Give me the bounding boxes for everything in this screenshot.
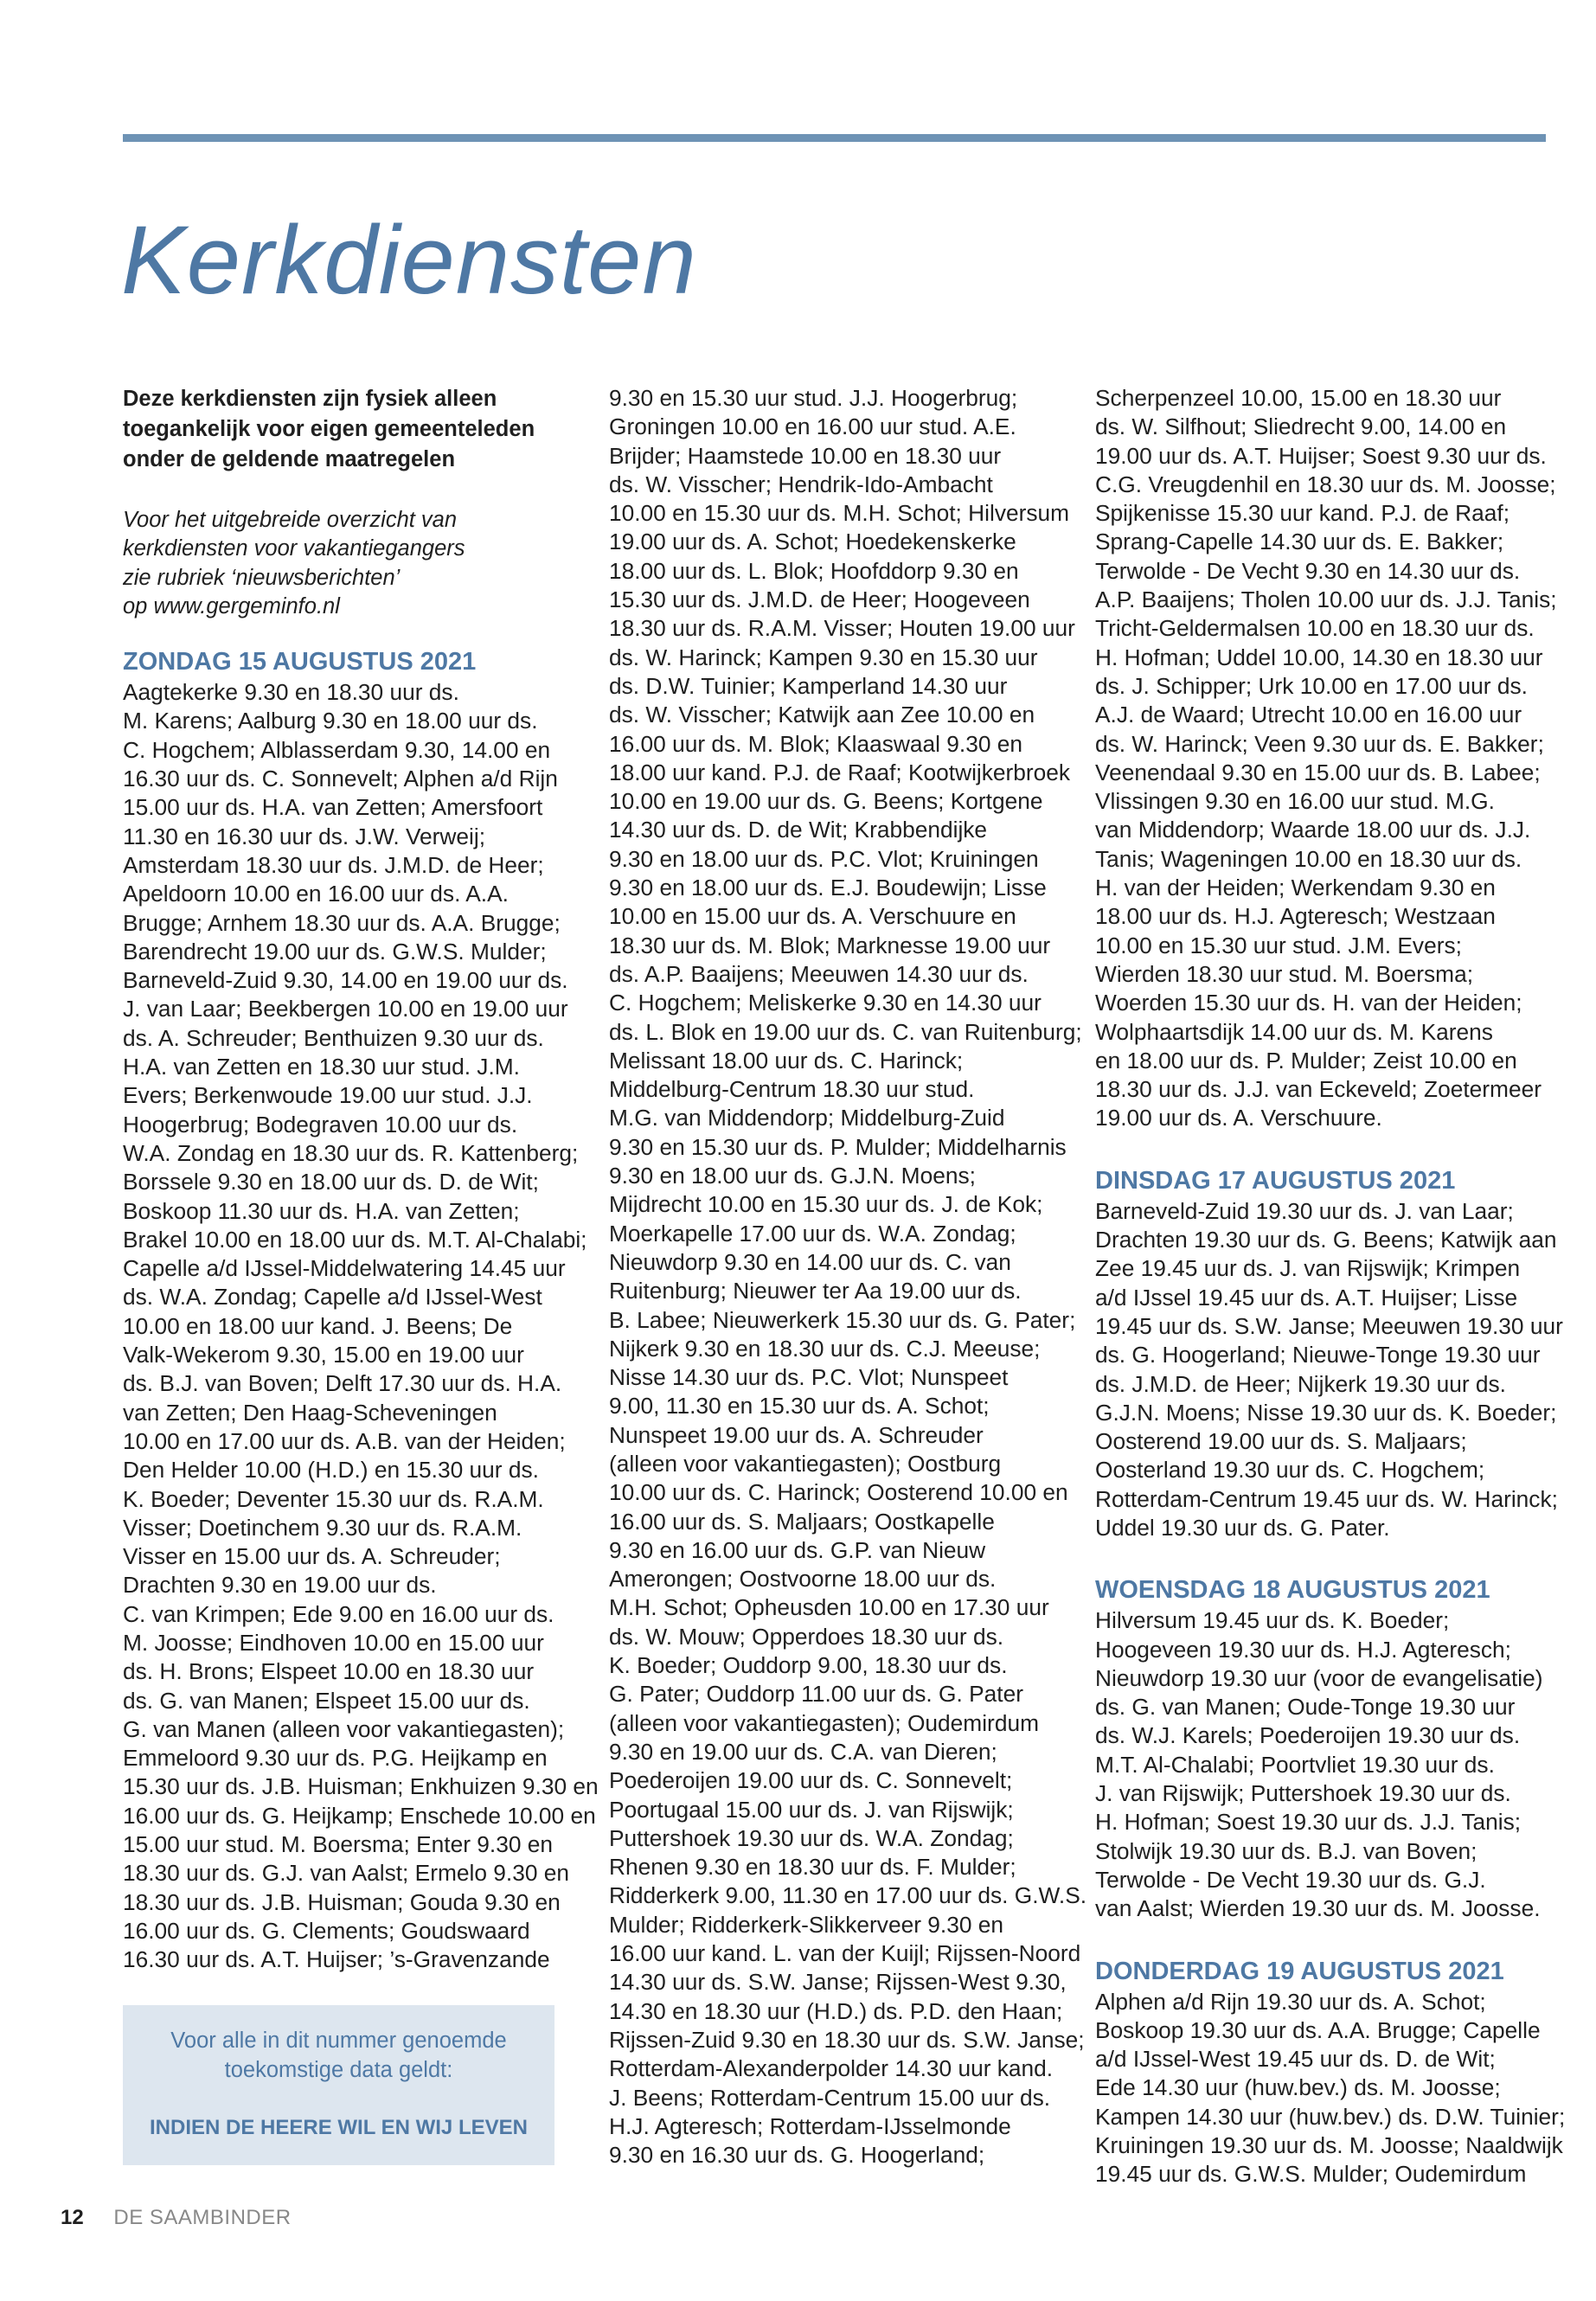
intro-italic-line: Voor het uitgebreide overzicht van: [123, 508, 458, 532]
day-heading-thursday: DONDERDAG 19 AUGUSTUS 2021: [1095, 1957, 1504, 1985]
service-line: Emmeloord 9.30 uur ds. P.G. Heijkamp en: [123, 1745, 548, 1772]
service-line: K. Boeder; Deventer 15.30 uur ds. R.A.M.: [123, 1485, 544, 1512]
service-line: ds. A.P. Baaijens; Meeuwen 14.30 uur ds.: [609, 960, 1029, 987]
service-line: H.J. Agteresch; Rotterdam-IJsselmonde: [609, 2112, 1011, 2139]
service-line: G. Pater; Ouddorp 11.00 uur ds. G. Pater: [609, 1681, 1023, 1708]
tuesday-services: [1095, 1197, 1563, 1543]
service-line: Wolphaartsdijk 14.00 uur ds. M. Karens: [1095, 1018, 1493, 1045]
service-line: 16.00 uur ds. G. Clements; Goudswaard: [123, 1917, 530, 1944]
service-line: A.J. de Waard; Utrecht 10.00 en 16.00 uur: [1095, 702, 1522, 728]
service-line: 10.00 en 15.30 uur stud. J.M. Evers;: [1095, 932, 1462, 958]
service-line: M.H. Schot; Opheusden 10.00 en 17.30 uur: [609, 1594, 1049, 1621]
service-line: H. Hofman; Uddel 10.00, 14.30 en 18.30 uur: [1095, 644, 1543, 670]
service-line: Tricht-Geldermalsen 10.00 en 18.30 uur ds.: [1095, 615, 1535, 642]
notice-line: Voor alle in dit nummer genoemde: [170, 2029, 507, 2053]
service-line: Borssele 9.30 en 18.00 uur ds. D. de Wit;: [123, 1169, 539, 1195]
service-line: Terwolde - De Vecht 9.30 en 14.30 uur ds.: [1095, 557, 1521, 584]
sunday-services-part-3: [1095, 384, 1557, 1133]
day-heading-sunday: ZONDAG 15 AUGUSTUS 2021: [123, 648, 477, 676]
service-line: Boskoop 19.30 uur ds. A.A. Brugge; Capelle: [1095, 2016, 1541, 2043]
service-line: H. Hofman; Soest 19.30 uur ds. J.J. Tanis;: [1095, 1809, 1522, 1836]
service-line: Brijder; Haamstede 10.00 en 18.30 uur: [609, 442, 1002, 469]
service-line: Terwolde - De Vecht 19.30 uur ds. G.J.: [1095, 1866, 1486, 1893]
service-line: Kampen 14.30 uur (huw.bev.) ds. D.W. Tuinier;: [1095, 2103, 1566, 2130]
service-line: Drachten 9.30 en 19.00 uur ds.: [123, 1572, 437, 1599]
service-line: B. Labee; Nieuwerkerk 15.30 uur ds. G. Pater;: [609, 1306, 1076, 1333]
service-line: ds. W. Harinck; Veen 9.30 uur ds. E. Bakker;: [1095, 730, 1544, 757]
service-line: Apeldoorn 10.00 en 16.00 uur ds. A.A.: [123, 881, 509, 907]
service-line: 10.00 en 15.00 uur ds. A. Verschuure en: [609, 903, 1016, 930]
service-line: Nunspeet 19.00 uur ds. A. Schreuder: [609, 1421, 984, 1448]
notice-line: toekomstige data geldt:: [224, 2058, 453, 2082]
service-line: 9.30 en 18.00 uur ds. E.J. Boudewijn; Lisse: [609, 875, 1047, 901]
service-line: Mulder; Ridderkerk-Slikkerveer 9.30 en: [609, 1911, 1003, 1938]
service-line: ds. W.J. Karels; Poederoijen 19.30 uur ds.: [1095, 1722, 1521, 1749]
service-line: (alleen voor vakantiegasten); Oostburg: [609, 1450, 1002, 1477]
service-line: 18.30 uur ds. M. Blok; Marknesse 19.00 uur: [609, 932, 1051, 958]
service-line: Rhenen 9.30 en 18.30 uur ds. F. Mulder;: [609, 1854, 1016, 1881]
column-3: [1095, 384, 1566, 2189]
service-line: ds. L. Blok en 19.00 uur ds. C. van Ruitenburg;: [609, 1018, 1082, 1045]
service-line: Spijkenisse 15.30 uur kand. P.J. de Raaf;: [1095, 500, 1510, 527]
service-line: 9.30 en 19.00 uur ds. C.A. van Dieren;: [609, 1738, 997, 1765]
service-line: 19.00 uur ds. A.T. Huijser; Soest 9.30 uur ds.: [1095, 442, 1547, 469]
intro-bold: [123, 384, 564, 475]
service-line: M. Joosse; Eindhoven 10.00 en 15.00 uur: [123, 1629, 544, 1656]
service-line: a/d IJssel 19.45 uur ds. A.T. Huijser; Lisse: [1095, 1284, 1518, 1311]
service-line: Hoogerbrug; Bodegraven 10.00 uur ds.: [123, 1111, 518, 1138]
page-title: Kerkdiensten: [121, 206, 697, 314]
service-line: ds. W. Visscher; Katwijk aan Zee 10.00 en: [609, 702, 1035, 728]
service-line: Capelle a/d IJssel-Middelwatering 14.45 uur: [123, 1255, 566, 1282]
intro-italic: [123, 506, 564, 621]
service-line: 16.00 uur ds. G. Heijkamp; Enschede 10.00 en: [123, 1802, 596, 1829]
wednesday-services: [1095, 1606, 1554, 1923]
service-line: Amerongen; Oostvoorne 18.00 uur ds.: [609, 1566, 997, 1593]
service-line: J. Beens; Rotterdam-Centrum 15.00 uur ds.: [609, 2084, 1051, 2111]
service-line: C.G. Vreugdenhil en 18.30 uur ds. M. Joosse;: [1095, 471, 1556, 497]
service-line: Aagtekerke 9.30 en 18.30 uur ds.: [123, 679, 459, 706]
service-line: Tanis; Wageningen 10.00 en 18.30 uur ds.: [1095, 845, 1522, 872]
service-line: Middelburg-Centrum 18.30 uur stud.: [609, 1076, 975, 1103]
service-line: Ede 14.30 uur (huw.bev.) ds. M. Joosse;: [1095, 2074, 1501, 2101]
service-line: J. van Laar; Beekbergen 10.00 en 19.00 uur: [123, 996, 568, 1022]
service-line: ds. W. Mouw; Opperdoes 18.30 uur ds.: [609, 1623, 1004, 1650]
service-line: W.A. Zondag en 18.30 uur ds. R. Kattenberg;: [123, 1139, 579, 1166]
service-line: Hilversum 19.45 uur ds. K. Boeder;: [1095, 1607, 1450, 1634]
service-line: Visser en 15.00 uur ds. A. Schreuder;: [123, 1543, 501, 1570]
intro-italic-line: zie rubriek ‘nieuwsberichten’: [123, 565, 401, 590]
top-rule: [123, 134, 1546, 142]
service-line: Brakel 10.00 en 18.00 uur ds. M.T. Al-Chalabi;: [123, 1226, 587, 1253]
service-line: 16.00 uur ds. M. Blok; Klaaswaal 9.30 en: [609, 730, 1023, 757]
service-line: 9.30 en 18.00 uur ds. P.C. Vlot; Kruiningen: [609, 845, 1039, 872]
service-line: ds. H. Brons; Elspeet 10.00 en 18.30 uur: [123, 1658, 535, 1685]
service-line: Rotterdam-Centrum 19.45 uur ds. W. Harinck;: [1095, 1485, 1558, 1512]
service-line: 18.30 uur ds. G.J. van Aalst; Ermelo 9.30 en: [123, 1860, 569, 1887]
notice-emphasis: INDIEN DE HEERE WIL EN WIJ LEVEN: [150, 2116, 528, 2139]
service-line: 9.30 en 15.30 uur stud. J.J. Hoogerbrug;: [609, 385, 1018, 411]
service-line: Melissant 18.00 uur ds. C. Harinck;: [609, 1047, 964, 1074]
service-line: Stolwijk 19.30 uur ds. B.J. van Boven;: [1095, 1837, 1477, 1864]
service-line: 14.30 uur ds. S.W. Janse; Rijssen-West 9.30,: [609, 1969, 1067, 1996]
service-line: 18.00 uur kand. P.J. de Raaf; Kootwijkerbroek: [609, 759, 1071, 785]
service-line: Kruiningen 19.30 uur ds. M. Joosse; Naaldwijk: [1095, 2132, 1563, 2159]
service-line: Brugge; Arnhem 18.30 uur ds. A.A. Brugge;: [123, 909, 561, 936]
service-line: 15.30 uur ds. J.B. Huisman; Enkhuizen 9.30 en: [123, 1773, 599, 1800]
service-line: 16.00 uur ds. S. Maljaars; Oostkapelle: [609, 1508, 995, 1535]
service-line: H. van der Heiden; Werkendam 9.30 en: [1095, 875, 1496, 901]
service-line: Uddel 19.30 uur ds. G. Pater.: [1095, 1514, 1390, 1541]
service-line: Barneveld-Zuid 19.30 uur ds. J. van Laar;: [1095, 1197, 1514, 1224]
magazine-name: DE SAAMBINDER: [113, 2206, 292, 2229]
intro-italic-line: kerkdiensten voor vakantiegangers: [123, 536, 465, 561]
service-line: 14.30 uur ds. D. de Wit; Krabbendijke: [609, 817, 988, 843]
service-line: Groningen 10.00 en 16.00 uur stud. A.E.: [609, 413, 1016, 440]
service-line: van Middendorp; Waarde 18.00 uur ds. J.J.: [1095, 817, 1531, 843]
service-line: Puttershoek 19.30 uur ds. W.A. Zondag;: [609, 1824, 1014, 1851]
service-line: J. van Rijswijk; Puttershoek 19.30 uur ds.: [1095, 1780, 1511, 1807]
service-line: 18.30 uur ds. J.J. van Eckeveld; Zoetermeer: [1095, 1076, 1542, 1103]
service-line: Drachten 19.30 uur ds. G. Beens; Katwijk aan: [1095, 1227, 1557, 1253]
service-line: Mijdrecht 10.00 en 15.30 uur ds. J. de Kok;: [609, 1191, 1043, 1218]
service-line: 9.30 en 15.30 uur ds. P. Mulder; Middelharnis: [609, 1133, 1067, 1160]
service-line: Poederoijen 19.00 uur ds. C. Sonnevelt;: [609, 1767, 1013, 1794]
service-line: Oosterland 19.30 uur ds. C. Hogchem;: [1095, 1457, 1485, 1484]
service-line: 9.00, 11.30 en 15.30 uur ds. A. Schot;: [609, 1393, 990, 1420]
service-line: 15.30 uur ds. J.M.D. de Heer; Hoogeveen: [609, 586, 1030, 613]
service-line: C. Hogchem; Meliskerke 9.30 en 14.30 uur: [609, 990, 1042, 1016]
intro-bold-line: Deze kerkdiensten zijn fysiek alleen: [123, 387, 497, 411]
service-line: Ruitenburg; Nieuwer ter Aa 19.00 uur ds.: [609, 1278, 1022, 1304]
service-line: 18.30 uur ds. R.A.M. Visser; Houten 19.00 uur: [609, 615, 1075, 642]
service-line: 15.00 uur stud. M. Boersma; Enter 9.30 en: [123, 1831, 553, 1858]
service-line: Barendrecht 19.00 uur ds. G.W.S. Mulder;: [123, 938, 547, 965]
page-footer: [61, 2206, 292, 2230]
service-line: Veenendaal 9.30 en 15.00 uur ds. B. Labee;: [1095, 759, 1541, 785]
intro-bold-line: onder de geldende maatregelen: [123, 447, 456, 471]
service-line: M.T. Al-Chalabi; Poortvliet 19.30 uur ds.: [1095, 1751, 1495, 1778]
column-1: [123, 384, 599, 1975]
service-line: K. Boeder; Ouddorp 9.00, 18.30 uur ds.: [609, 1652, 1008, 1679]
service-line: van Zetten; Den Haag-Scheveningen: [123, 1399, 497, 1426]
service-line: ds. J.M.D. de Heer; Nijkerk 19.30 uur ds.: [1095, 1370, 1506, 1397]
day-heading-wednesday: WOENSDAG 18 AUGUSTUS 2021: [1095, 1576, 1490, 1605]
service-line: Oosterend 19.00 uur ds. S. Maljaars;: [1095, 1428, 1467, 1455]
service-line: M. Karens; Aalburg 9.30 en 18.00 uur ds.: [123, 708, 538, 734]
service-line: ds. G. van Manen; Elspeet 15.00 uur ds.: [123, 1687, 530, 1714]
service-line: 18.30 uur ds. J.B. Huisman; Gouda 9.30 en: [123, 1888, 561, 1915]
service-line: Hoogeveen 19.30 uur ds. H.J. Agteresch;: [1095, 1636, 1511, 1663]
service-line: Nisse 14.30 uur ds. P.C. Vlot; Nunspeet: [609, 1364, 1009, 1391]
service-line: ds. J. Schipper; Urk 10.00 en 17.00 uur ds.: [1095, 672, 1528, 699]
service-line: a/d IJssel-West 19.45 uur ds. D. de Wit;: [1095, 2046, 1496, 2073]
service-line: ds. G. Hoogerland; Nieuwe-Tonge 19.30 uur: [1095, 1342, 1541, 1368]
service-line: 10.00 en 17.00 uur ds. A.B. van der Heiden;: [123, 1427, 566, 1454]
service-line: 18.00 uur ds. H.J. Agteresch; Westzaan: [1095, 903, 1496, 930]
service-line: G.J.N. Moens; Nisse 19.30 uur ds. K. Boeder;: [1095, 1399, 1557, 1426]
service-line: C. van Krimpen; Ede 9.00 en 16.00 uur ds.: [123, 1600, 554, 1627]
service-line: 10.00 uur ds. C. Harinck; Oosterend 10.00 en: [609, 1479, 1068, 1506]
service-line: Sprang-Capelle 14.30 uur ds. E. Bakker;: [1095, 529, 1504, 555]
service-line: 14.30 en 18.30 uur (H.D.) ds. P.D. den Haan;: [609, 1997, 1063, 2024]
service-line: Amsterdam 18.30 uur ds. J.M.D. de Heer;: [123, 851, 544, 878]
service-line: 10.00 en 18.00 uur kand. J. Beens; De: [123, 1312, 513, 1339]
service-line: Boskoop 11.30 uur ds. H.A. van Zetten;: [123, 1197, 520, 1224]
column-2: [609, 384, 1087, 2170]
service-line: Visser; Doetinchem 9.30 uur ds. R.A.M.: [123, 1514, 522, 1541]
service-line: (alleen voor vakantiegasten); Oudemirdum: [609, 1709, 1039, 1736]
service-line: 19.00 uur ds. A. Schot; Hoedekenskerke: [609, 529, 1016, 555]
intro-italic-line: op www.gergeminfo.nl: [123, 593, 340, 619]
day-heading-tuesday: DINSDAG 17 AUGUSTUS 2021: [1095, 1166, 1456, 1195]
intro-bold-line: toegankelijk voor eigen gemeenteleden: [123, 417, 535, 441]
page-number: 12: [61, 2206, 84, 2229]
service-line: Wierden 18.30 uur stud. M. Boersma;: [1095, 960, 1474, 987]
thursday-services: [1095, 1988, 1566, 2189]
service-line: M.G. van Middendorp; Middelburg-Zuid: [609, 1105, 1005, 1131]
service-line: Valk-Wekerom 9.30, 15.00 en 19.00 uur: [123, 1342, 524, 1368]
service-line: ds. B.J. van Boven; Delft 17.30 uur ds. H.A.: [123, 1370, 562, 1397]
service-line: ds. W. Silfhout; Sliedrecht 9.00, 14.00 en: [1095, 413, 1507, 440]
service-line: Barneveld-Zuid 9.30, 14.00 en 19.00 uur ds.: [123, 967, 568, 994]
service-line: ds. D.W. Tuinier; Kamperland 14.30 uur: [609, 672, 1008, 699]
service-line: 19.00 uur ds. A. Verschuure.: [1095, 1105, 1382, 1131]
service-line: Alphen a/d Rijn 19.30 uur ds. A. Schot;: [1095, 1988, 1486, 2015]
service-line: Scherpenzeel 10.00, 15.00 en 18.30 uur: [1095, 385, 1502, 411]
service-line: Rijssen-Zuid 9.30 en 18.30 uur ds. S.W. Janse;: [609, 2026, 1085, 2053]
service-line: 15.00 uur ds. H.A. van Zetten; Amersfoort: [123, 794, 543, 821]
service-line: 11.30 en 16.30 uur ds. J.W. Verweij;: [123, 823, 486, 849]
sunday-services-part-1: [123, 678, 599, 1974]
service-line: C. Hogchem; Alblasserdam 9.30, 14.00 en: [123, 736, 551, 763]
service-line: Moerkapelle 17.00 uur ds. W.A. Zondag;: [609, 1220, 1016, 1247]
service-line: 18.00 uur ds. L. Blok; Hoofddorp 9.30 en: [609, 557, 1019, 584]
service-line: 9.30 en 16.30 uur ds. G. Hoogerland;: [609, 2142, 985, 2169]
service-line: 16.00 uur kand. L. van der Kuijl; Rijssen-Noord: [609, 1940, 1081, 1967]
service-line: Vlissingen 9.30 en 16.00 uur stud. M.G.: [1095, 788, 1495, 815]
service-line: 16.30 uur ds. A.T. Huijser; ’s-Gravenzande: [123, 1946, 550, 1973]
service-line: Poortugaal 15.00 uur ds. J. van Rijswijk;: [609, 1796, 1014, 1823]
service-line: 16.30 uur ds. C. Sonnevelt; Alphen a/d Rijn: [123, 766, 558, 792]
service-line: H.A. van Zetten en 18.30 uur stud. J.M.: [123, 1054, 520, 1080]
service-line: Zee 19.45 uur ds. J. van Rijswijk; Krimpen: [1095, 1255, 1521, 1282]
service-line: Nieuwdorp 19.30 uur (voor de evangelisatie): [1095, 1664, 1543, 1691]
service-line: Rotterdam-Alexanderpolder 14.30 uur kand.: [609, 2055, 1054, 2082]
service-line: 9.30 en 16.00 uur ds. G.P. van Nieuw: [609, 1536, 986, 1563]
service-line: en 18.00 uur ds. P. Mulder; Zeist 10.00 en: [1095, 1047, 1517, 1074]
notice-box: [123, 2005, 554, 2165]
service-line: 9.30 en 18.00 uur ds. G.J.N. Moens;: [609, 1163, 976, 1189]
service-line: ds. G. van Manen; Oude-Tonge 19.30 uur: [1095, 1694, 1516, 1721]
service-line: Nijkerk 9.30 en 18.30 uur ds. C.J. Meeuse;: [609, 1335, 1041, 1362]
service-line: 19.45 uur ds. G.W.S. Mulder; Oudemirdum: [1095, 2161, 1527, 2188]
service-line: Ridderkerk 9.00, 11.30 en 17.00 uur ds. G.W.S.: [609, 1882, 1087, 1909]
service-line: Evers; Berkenwoude 19.00 uur stud. J.J.: [123, 1082, 533, 1109]
service-line: ds. W.A. Zondag; Capelle a/d IJssel-West: [123, 1284, 542, 1311]
service-line: Nieuwdorp 9.30 en 14.00 uur ds. C. van: [609, 1248, 1011, 1275]
service-line: ds. W. Harinck; Kampen 9.30 en 15.30 uur: [609, 644, 1038, 670]
service-line: 10.00 en 15.30 uur ds. M.H. Schot; Hilversum: [609, 500, 1070, 527]
service-line: ds. A. Schreuder; Benthuizen 9.30 uur ds.: [123, 1024, 544, 1051]
service-line: van Aalst; Wierden 19.30 uur ds. M. Joosse.: [1095, 1895, 1541, 1922]
service-line: ds. W. Visscher; Hendrik-Ido-Ambacht: [609, 471, 993, 497]
service-line: A.P. Baaijens; Tholen 10.00 uur ds. J.J. Tanis;: [1095, 586, 1557, 613]
service-line: 10.00 en 19.00 uur ds. G. Beens; Kortgene: [609, 788, 1043, 815]
service-line: Woerden 15.30 uur ds. H. van der Heiden;: [1095, 990, 1522, 1016]
service-line: 19.45 uur ds. S.W. Janse; Meeuwen 19.30 uur: [1095, 1312, 1563, 1339]
service-line: G. van Manen (alleen voor vakantiegasten);: [123, 1715, 565, 1742]
sunday-services-part-2: [609, 384, 1087, 2170]
service-line: Den Helder 10.00 (H.D.) en 15.30 uur ds.: [123, 1457, 539, 1484]
